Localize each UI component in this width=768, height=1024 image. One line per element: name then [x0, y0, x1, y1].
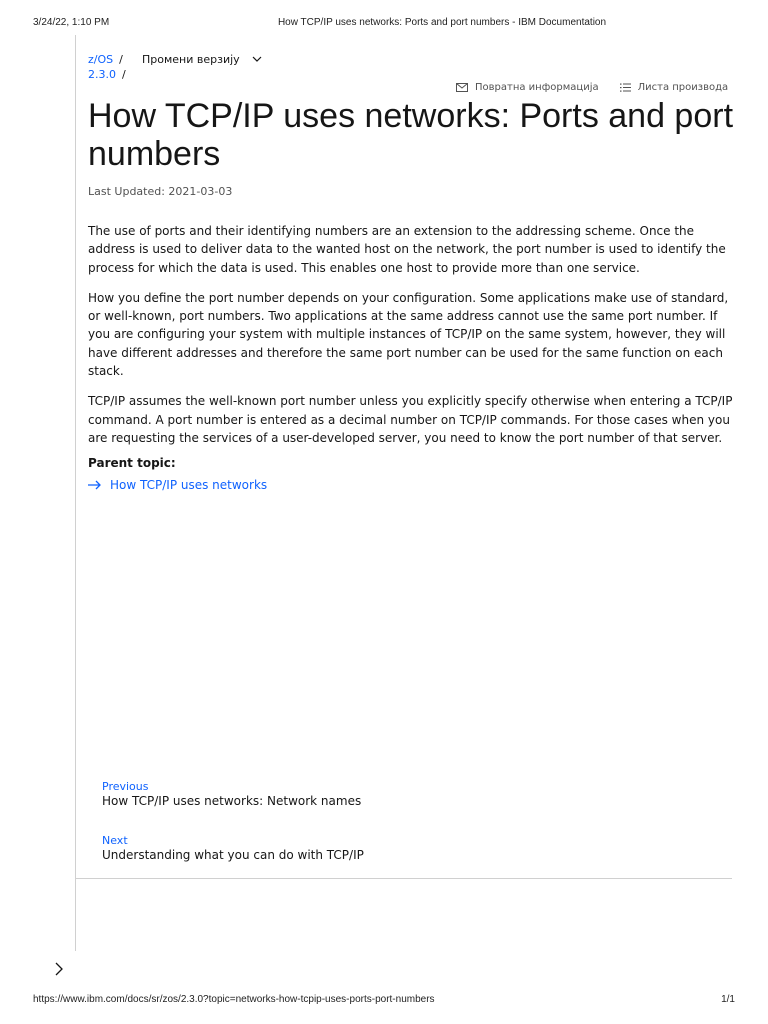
chevron-down-icon: [252, 56, 262, 63]
previous-topic-link[interactable]: [102, 780, 361, 808]
next-label: Next: [102, 834, 128, 847]
parent-topic-label: Parent topic:: [88, 456, 176, 470]
feedback-label: Повратна информација: [475, 82, 599, 93]
parent-topic-link[interactable]: [88, 478, 267, 492]
previous-label: Previous: [102, 780, 149, 793]
chevron-right-icon[interactable]: [52, 960, 66, 978]
page-title: How TCP/IP uses networks: Ports and port numbers: [88, 97, 734, 173]
arrow-right-icon: [88, 480, 102, 490]
product-list-label: Листа производа: [637, 82, 729, 93]
page-toolbar: [456, 82, 728, 93]
change-version-dropdown[interactable]: [142, 52, 262, 67]
feedback-button[interactable]: [456, 82, 599, 93]
paragraph: The use of ports and their identifying numbers are an extension to the addressing scheme. Once the address is used to deliver data to the wanted host on the network, the port number is used to identify the process for which the data is used. This enables one host to provide more than one service.: [88, 224, 726, 275]
parent-topic-link-text: How TCP/IP uses networks: [110, 478, 268, 492]
list-icon: [620, 83, 631, 92]
envelope-icon: [456, 83, 468, 92]
article-body: [88, 222, 734, 459]
paragraph: How you define the port number depends on your configuration. Some applications make use of standard, or well-known, port numbers. Two applications at the same address cannot use the same port number. If you are configuring your system with multiple instances of TCP/IP on the same system, however, they will have different addresses and therefore the same port number can be used for the same function on each stack.: [88, 290, 729, 379]
next-title: Understanding what you can do with TCP/IP: [102, 848, 364, 862]
previous-title: How TCP/IP uses networks: Network names: [102, 794, 362, 808]
print-page-title: How TCP/IP uses networks: Ports and port numbers - IBM Documentation: [277, 17, 607, 28]
last-updated: Last Updated: 2021-03-03: [88, 185, 233, 198]
change-version-label: Промени верзију: [142, 53, 240, 66]
content-bottom-divider: [75, 878, 732, 879]
left-rail-divider: [75, 35, 76, 951]
next-topic-link[interactable]: [102, 834, 364, 862]
print-page-number: 1/1: [721, 994, 735, 1005]
breadcrumb-separator: /: [122, 68, 126, 81]
product-list-button[interactable]: [620, 82, 729, 93]
breadcrumb: [88, 52, 131, 82]
print-date: 3/24/22, 1:10 PM: [33, 17, 110, 28]
print-url: https://www.ibm.com/docs/sr/zos/2.3.0?topic=networks-how-tcpip-uses-ports-port-numbers: [33, 994, 435, 1005]
paragraph: TCP/IP assumes the well-known port number unless you explicitly specify otherwise when entering a TCP/IP command. A port number is entered as a decimal number on TCP/IP commands. For those cases when you are requesting the services of a user-developed server, you need to know the port number of that server.: [88, 394, 733, 445]
breadcrumb-separator: /: [119, 53, 123, 66]
breadcrumb-version-link[interactable]: 2.3.0: [88, 68, 116, 81]
breadcrumb-product-link[interactable]: z/OS: [88, 53, 114, 66]
